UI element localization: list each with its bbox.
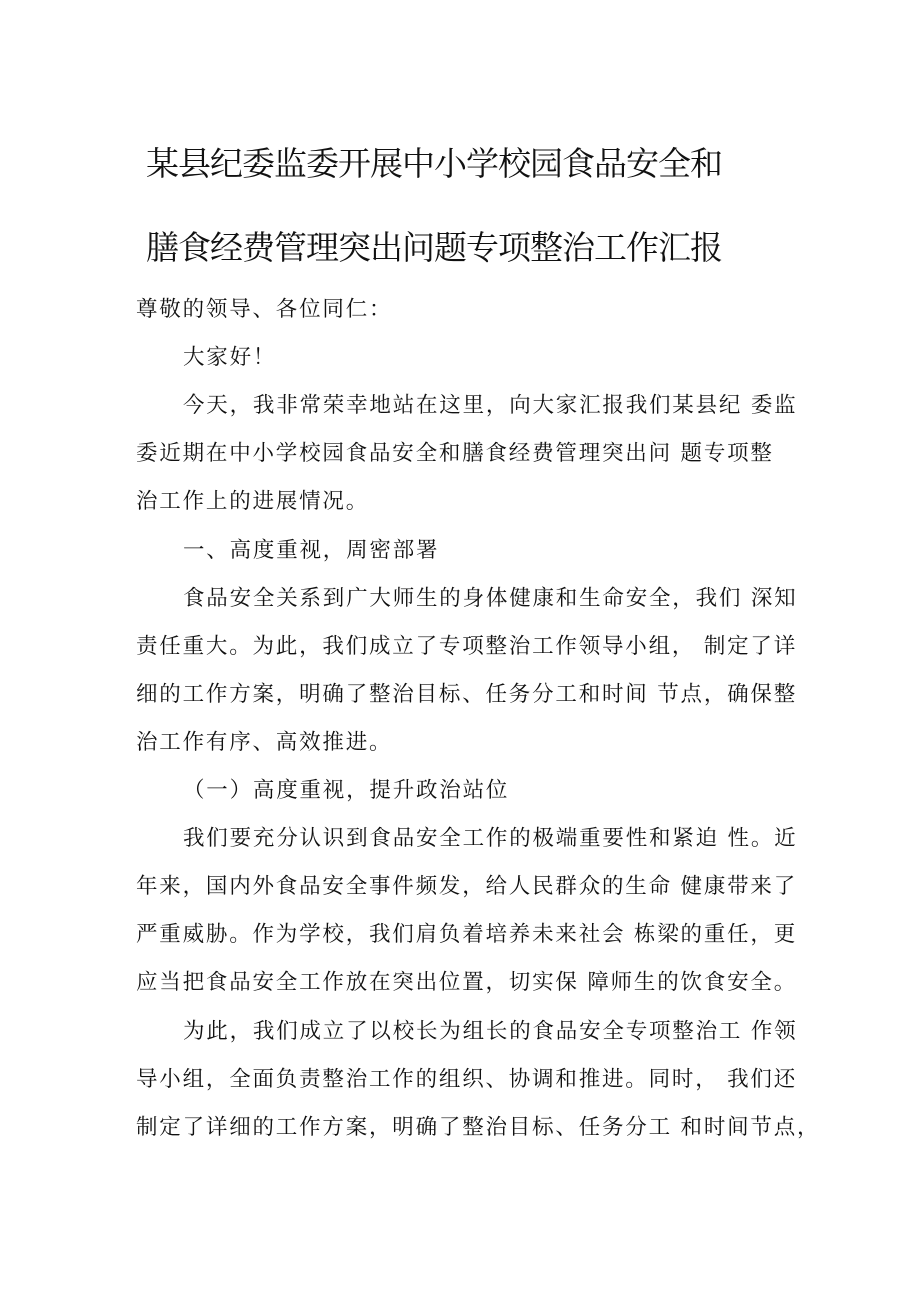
greeting: 大家好！ [183,345,277,370]
body-line: 导小组，全面负责整治工作的组织、协调和推进。同时， 我们还 [136,1067,798,1092]
body-line: 制定了详细的工作方案，明确了整治目标、任务分工 和时间节点， [136,1115,821,1140]
document-title-line-1: 某县纪委监委开展中小学校园食品安全和 [146,144,722,183]
body-line: 食品安全关系到广大师生的身体健康和生命安全，我们 深知 [183,586,798,611]
body-line: 年来，国内外食品安全事件频发，给人民群众的生命 健康带来了 [136,874,798,899]
salutation: 尊敬的领导、各位同仁： [136,297,393,322]
section-heading-1: 一、高度重视，周密部署 [183,538,440,563]
body-line: 我们要充分认识到食品安全工作的极端重要性和紧迫 性。近 [183,826,798,851]
body-line: 为此，我们成立了以校长为组长的食品安全专项整治工 作领 [183,1019,798,1044]
subsection-heading: （一）高度重视，提升政治站位 [183,778,510,803]
body-line: 严重威胁。作为学校，我们肩负着培养未来社会 栋梁的重任，更 [136,922,798,947]
body-line: 委近期在中小学校园食品安全和膳食经费管理突出问 题专项整 [136,441,774,466]
body-line: 治工作有序、高效推进。 [136,730,393,755]
body-line: 今天，我非常荣幸地站在这里，向大家汇报我们某县纪 委监 [183,393,798,418]
body-line: 细的工作方案，明确了整治目标、任务分工和时间 节点，确保整 [136,682,798,707]
body-line: 应当把食品安全工作放在突出位置，切实保 障师生的饮食安全。 [136,970,798,995]
body-line: 治工作上的进展情况。 [136,489,370,514]
document-title-line-2: 膳食经费管理突出问题专项整治工作汇报 [146,228,722,267]
body-line: 责任重大。为此，我们成立了专项整治工作领导小组， 制定了详 [136,634,798,659]
